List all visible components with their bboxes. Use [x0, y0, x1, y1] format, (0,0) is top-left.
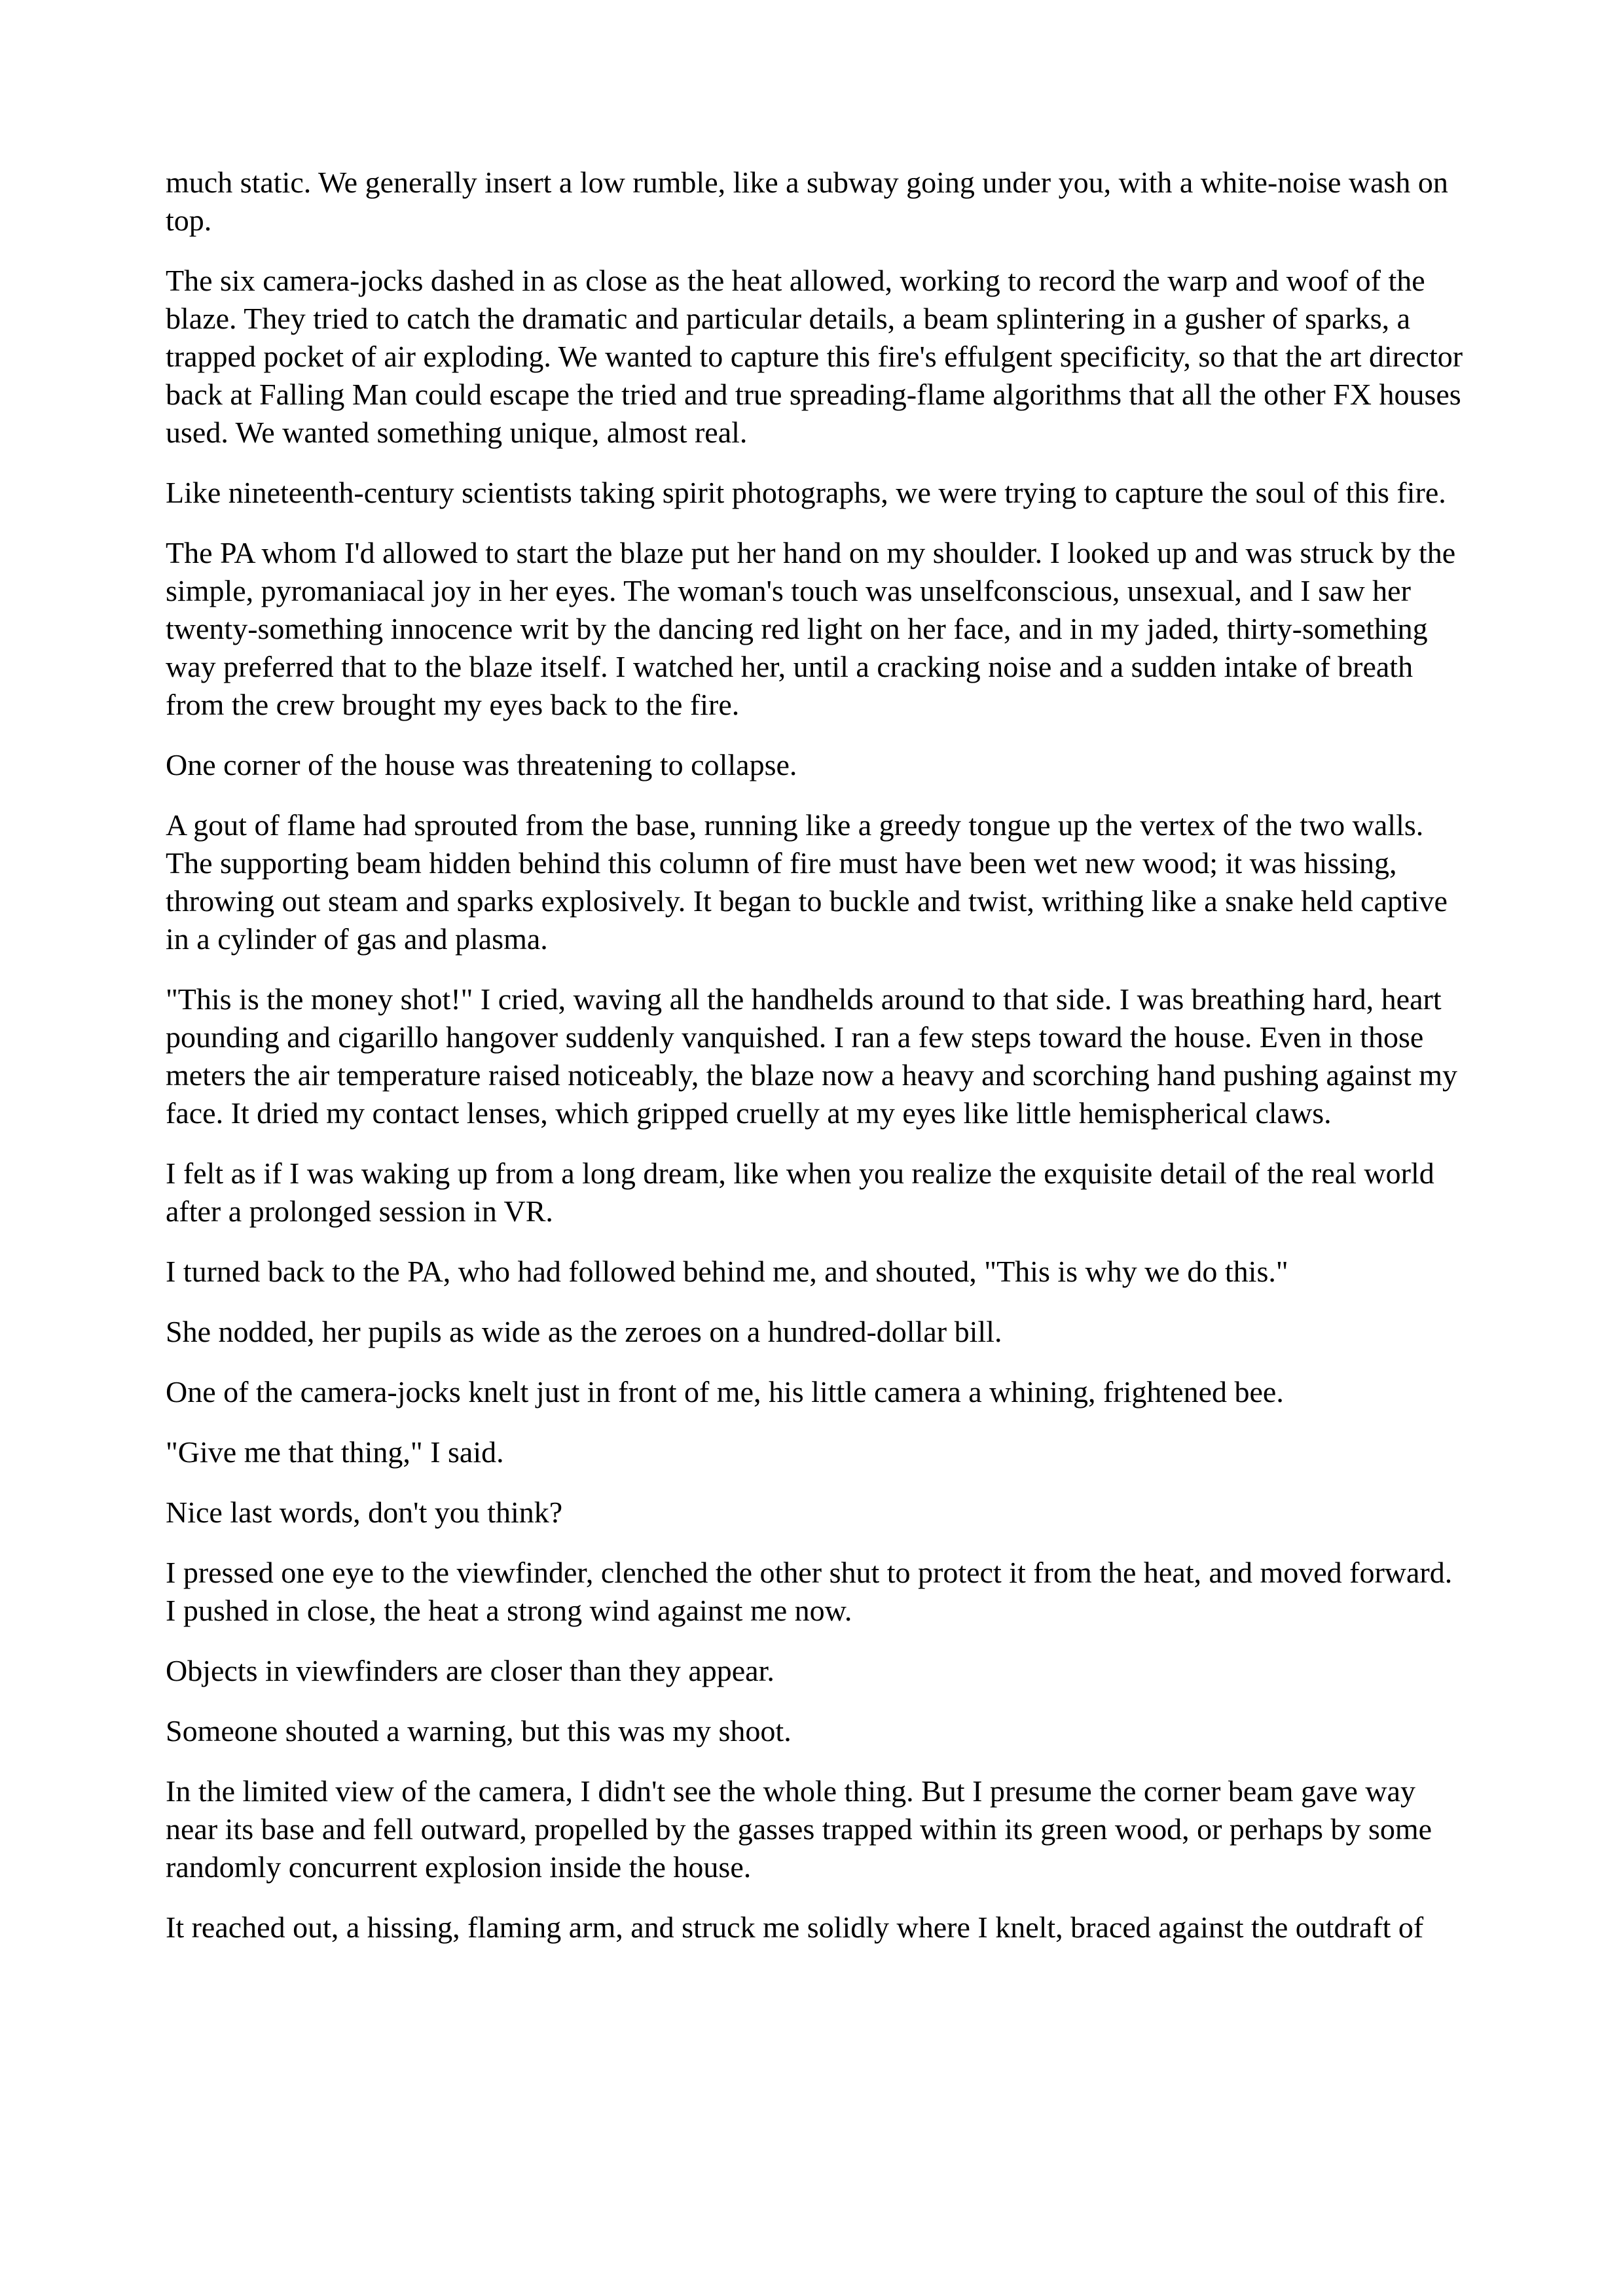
paragraph: It reached out, a hissing, flaming arm, and struck me solidly where I knelt, braced against the outdraft of [166, 1910, 1424, 1944]
paragraph: I turned back to the PA, who had followed behind me, and shouted, "This is why we do this." [166, 1255, 1288, 1288]
paragraph: much static. We generally insert a low rumble, like a subway going under you, with a white-noise wash on top. [166, 166, 1448, 237]
paragraph: A gout of flame had sprouted from the base, running like a greedy tongue up the vertex of the two walls. The supporting beam hidden behind this column of fire must have been wet new wood; it was hissing, throwing out steam and sparks explosively. It began to buckle and twist, writhing like a snake held captive in a cylinder of gas and plasma. [166, 808, 1448, 956]
paragraph: She nodded, her pupils as wide as the zeroes on a hundred-dollar bill. [166, 1315, 1002, 1348]
paragraph: The PA whom I'd allowed to start the blaze put her hand on my shoulder. I looked up and was struck by the simple, pyromaniacal joy in her eyes. The woman's touch was unselfconscious, unsexual, and I saw her twenty-something innocence writ by the dancing red light on her face, and in my jaded, thirty-something way preferred that to the blaze itself. I watched her, until a cracking noise and a sudden intake of breath from the crew brought my eyes back to the fire. [166, 536, 1456, 721]
paragraph: I pressed one eye to the viewfinder, clenched the other shut to protect it from the heat, and moved forward. I pushed in close, the heat a strong wind against me now. [166, 1556, 1453, 1627]
paragraph: "This is the money shot!" I cried, waving all the handhelds around to that side. I was breathing hard, heart pounding and cigarillo hangover suddenly vanquished. I ran a few steps toward the house. Even in those meters the air temperature raised noticeably, the blaze now a heavy and scorching hand pushing against my face. It dried my contact lenses, which gripped cruelly at my eyes like little hemispherical claws. [166, 982, 1458, 1130]
paragraph: Someone shouted a warning, but this was my shoot. [166, 1714, 792, 1748]
paragraph: I felt as if I was waking up from a long dream, like when you realize the exquisite detail of the real world after a prolonged session in VR. [166, 1157, 1434, 1228]
paragraph: Like nineteenth-century scientists taking spirit photographs, we were trying to capture the soul of this fire. [166, 476, 1446, 509]
paragraph: Nice last words, don't you think? [166, 1496, 563, 1529]
paragraph: One of the camera-jocks knelt just in front of me, his little camera a whining, frightened bee. [166, 1375, 1284, 1408]
paragraph: "Give me that thing," I said. [166, 1435, 504, 1469]
body-text [166, 164, 1468, 1969]
paragraph: One corner of the house was threatening to collapse. [166, 748, 797, 781]
paragraph: In the limited view of the camera, I didn't see the whole thing. But I presume the corner beam gave way near its base and fell outward, propelled by the gasses trapped within its green wood, or perhaps by some randomly concurrent explosion inside the house. [166, 1774, 1432, 1884]
paragraph: The six camera-jocks dashed in as close as the heat allowed, working to record the warp and woof of the blaze. They tried to catch the dramatic and particular details, a beam splintering in a gusher of sparks, a trapped pocket of air exploding. We wanted to capture this fire's effulgent specificity, so that the art director back at Falling Man could escape the tried and true spreading-flame algorithms that all the other FX houses used. We wanted something unique, almost real. [166, 264, 1463, 449]
paragraph: Objects in viewfinders are closer than they appear. [166, 1654, 775, 1687]
